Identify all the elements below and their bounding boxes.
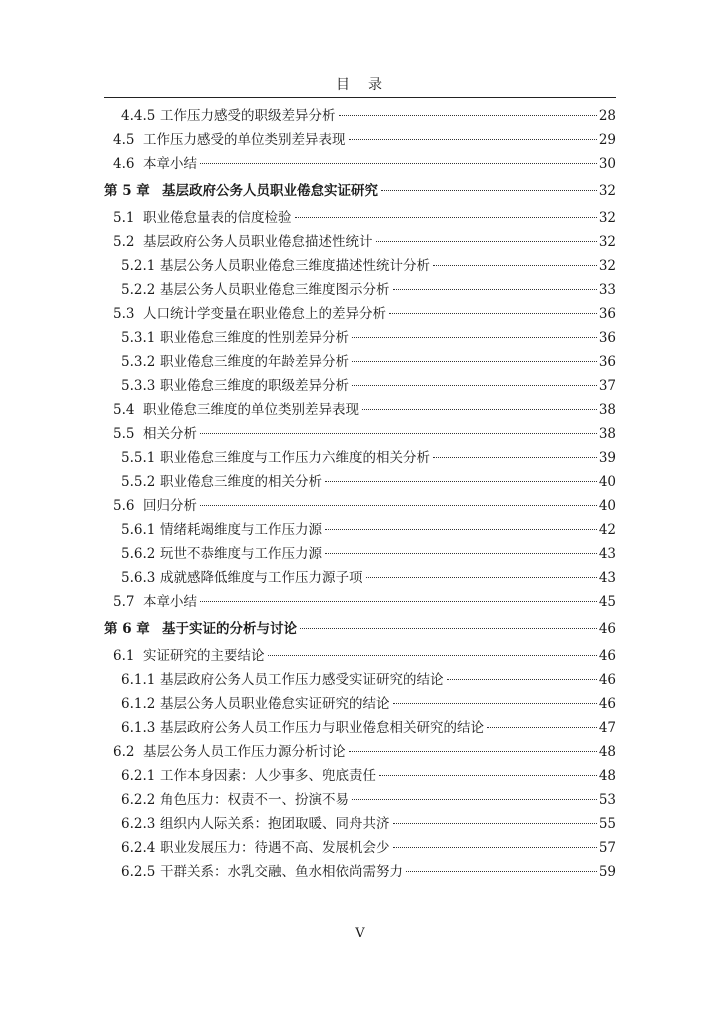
toc-entry-page: 57 — [598, 840, 616, 856]
dot-leader — [487, 727, 597, 728]
toc-entry[interactable] — [104, 230, 616, 254]
dot-leader — [366, 577, 597, 578]
toc-entry[interactable] — [104, 302, 616, 326]
toc-entry[interactable] — [104, 692, 616, 716]
toc-entry-title: 干群关系：水乳交融、鱼水相依尚需努力 — [160, 864, 403, 880]
toc-entry-title: 职业倦怠三维度的年龄差异分析 — [160, 354, 349, 370]
dot-leader — [352, 799, 597, 800]
toc-entry-number: 6.1 — [113, 648, 135, 664]
toc-entry-page: 53 — [598, 792, 616, 808]
toc-entry-number: 4.4.5 — [121, 108, 156, 124]
toc-entry-title: 角色压力：权责不一、扮演不易 — [160, 792, 349, 808]
toc-entry-number: 6.2 — [113, 744, 135, 760]
toc-entry-page: 46 — [598, 672, 616, 688]
toc-entry[interactable] — [104, 152, 616, 176]
toc-entry-number: 4.6 — [113, 156, 135, 172]
toc-entry-page: 38 — [598, 402, 616, 418]
dot-leader — [339, 115, 597, 116]
dot-leader — [389, 313, 597, 314]
toc-entry-page: 38 — [598, 426, 616, 442]
toc-entry-number: 6.2.1 — [121, 768, 156, 784]
toc-entry-number: 4.5 — [113, 132, 135, 148]
dot-leader — [393, 823, 597, 824]
toc-entry[interactable] — [104, 566, 616, 590]
toc-entry-number: 6.1.1 — [121, 672, 156, 688]
toc-entry[interactable] — [104, 860, 616, 884]
toc-entry-title: 工作压力感受的职级差异分析 — [160, 108, 336, 124]
toc-entry[interactable] — [104, 470, 616, 494]
toc-entry[interactable] — [104, 104, 616, 128]
toc-entry-title: 回归分析 — [143, 498, 197, 514]
page-header-title: 目 录 — [336, 77, 384, 93]
toc-entry[interactable] — [104, 494, 616, 518]
toc-entry-number: 6.2.4 — [121, 840, 156, 856]
toc-entry-number: 5.2.2 — [121, 282, 156, 298]
header-rule — [104, 97, 616, 98]
toc-entry[interactable] — [104, 206, 616, 230]
toc-entry-title: 玩世不恭维度与工作压力源 — [160, 546, 322, 562]
toc-entry-title: 基层公务人员职业倦怠实证研究的结论 — [160, 696, 390, 712]
toc-entry[interactable] — [104, 788, 616, 812]
dot-leader — [433, 457, 597, 458]
dot-leader — [200, 601, 597, 602]
toc-entry-number: 5.5.2 — [121, 474, 156, 490]
toc-entry-page: 48 — [598, 768, 616, 784]
dot-leader — [352, 385, 597, 386]
toc-entry-title: 职业倦怠三维度的相关分析 — [160, 474, 322, 490]
toc-entry-title: 相关分析 — [143, 426, 197, 442]
toc-entry-page: 36 — [598, 354, 616, 370]
toc-entry-title: 基层政府公务人员工作压力感受实证研究的结论 — [160, 672, 444, 688]
toc-entry-number: 6.1.2 — [121, 696, 156, 712]
toc-entry-number: 5.7 — [113, 594, 135, 610]
toc-entry[interactable] — [104, 278, 616, 302]
toc-entry-page: 45 — [598, 594, 616, 610]
dot-leader — [376, 241, 597, 242]
toc-entry[interactable] — [104, 812, 616, 836]
dot-leader — [433, 265, 597, 266]
toc-entry-page: 43 — [598, 570, 616, 586]
toc-entry-number: 5.6.3 — [121, 570, 156, 586]
toc-entry-number: 6.1.3 — [121, 720, 156, 736]
toc-entry-page: 46 — [598, 696, 616, 712]
toc-entry[interactable] — [104, 740, 616, 764]
toc-entry[interactable] — [104, 542, 616, 566]
table-of-contents — [104, 104, 616, 884]
toc-entry[interactable] — [104, 374, 616, 398]
dot-leader — [349, 751, 597, 752]
toc-entry[interactable] — [104, 422, 616, 446]
dot-leader — [268, 655, 597, 656]
dot-leader — [200, 433, 597, 434]
toc-entry-number: 5.3.1 — [121, 330, 156, 346]
toc-entry-number: 第 5 章 — [104, 183, 150, 199]
toc-entry-title: 实证研究的主要结论 — [143, 648, 265, 664]
toc-entry-page: 36 — [598, 330, 616, 346]
dot-leader — [200, 163, 597, 164]
toc-entry-title: 基层政府公务人员职业倦怠描述性统计 — [143, 234, 373, 250]
toc-entry-number: 6.2.3 — [121, 816, 156, 832]
toc-entry[interactable] — [104, 350, 616, 374]
toc-entry-title: 基层公务人员职业倦怠三维度描述性统计分析 — [160, 258, 430, 274]
toc-entry[interactable] — [104, 518, 616, 542]
toc-entry-title: 职业发展压力：待遇不高、发展机会少 — [160, 840, 390, 856]
page-number: V — [355, 926, 365, 941]
toc-entry-number: 5.4 — [113, 402, 135, 418]
toc-entry-page: 42 — [598, 522, 616, 538]
toc-entry-title: 职业倦怠三维度与工作压力六维度的相关分析 — [160, 450, 430, 466]
dot-leader — [325, 529, 597, 530]
dot-leader — [381, 190, 597, 191]
toc-entry-title: 成就感降低维度与工作压力源子项 — [160, 570, 363, 586]
toc-entry-page: 43 — [598, 546, 616, 562]
toc-entry[interactable] — [104, 668, 616, 692]
toc-entry-title: 工作本身因素：人少事多、兜底责任 — [160, 768, 376, 784]
toc-entry[interactable] — [104, 836, 616, 860]
toc-entry-page: 37 — [598, 378, 616, 394]
toc-entry-page: 36 — [598, 306, 616, 322]
toc-entry-number: 5.6.2 — [121, 546, 156, 562]
toc-entry-title: 本章小结 — [143, 594, 197, 610]
dot-leader — [379, 775, 597, 776]
toc-entry[interactable] — [104, 590, 616, 614]
toc-entry-title: 基层政府公务人员工作压力与职业倦怠相关研究的结论 — [160, 720, 484, 736]
toc-entry-page: 46 — [598, 621, 616, 637]
dot-leader — [393, 289, 597, 290]
toc-entry-page: 46 — [598, 648, 616, 664]
dot-leader — [300, 628, 597, 629]
dot-leader — [349, 139, 597, 140]
toc-entry-number: 5.3 — [113, 306, 135, 322]
toc-entry-page: 55 — [598, 816, 616, 832]
toc-entry-title: 人口统计学变量在职业倦怠上的差异分析 — [143, 306, 386, 322]
toc-entry-number: 5.3.2 — [121, 354, 156, 370]
toc-entry-title: 情绪耗竭维度与工作压力源 — [160, 522, 322, 538]
toc-entry-page: 32 — [598, 234, 616, 250]
toc-entry-page: 32 — [598, 258, 616, 274]
toc-entry-title: 基层公务人员职业倦怠三维度图示分析 — [160, 282, 390, 298]
dot-leader — [352, 337, 597, 338]
toc-entry-page: 48 — [598, 744, 616, 760]
toc-entry-number: 5.2.1 — [121, 258, 156, 274]
toc-entry[interactable] — [104, 764, 616, 788]
toc-entry-title: 职业倦怠三维度的职级差异分析 — [160, 378, 349, 394]
toc-entry-title: 本章小结 — [143, 156, 197, 172]
toc-entry-title: 职业倦怠量表的信度检验 — [143, 210, 292, 226]
toc-entry[interactable] — [104, 179, 616, 203]
toc-entry-title: 基于实证的分析与讨论 — [162, 621, 297, 637]
toc-entry-page: 47 — [598, 720, 616, 736]
toc-entry-page: 30 — [598, 156, 616, 172]
toc-entry-page: 40 — [598, 474, 616, 490]
toc-entry-number: 5.5.1 — [121, 450, 156, 466]
toc-entry-number: 5.1 — [113, 210, 135, 226]
toc-entry-page: 40 — [598, 498, 616, 514]
toc-entry-number: 第 6 章 — [104, 621, 150, 637]
dot-leader — [352, 361, 597, 362]
toc-entry-page: 29 — [598, 132, 616, 148]
dot-leader — [325, 481, 597, 482]
toc-entry-title: 基层公务人员工作压力源分析讨论 — [143, 744, 346, 760]
toc-entry-title: 职业倦怠三维度的单位类别差异表现 — [143, 402, 359, 418]
toc-entry[interactable] — [104, 128, 616, 152]
dot-leader — [406, 871, 597, 872]
dot-leader — [393, 847, 597, 848]
toc-entry-title: 基层政府公务人员职业倦怠实证研究 — [162, 183, 378, 199]
toc-entry[interactable] — [104, 446, 616, 470]
toc-entry[interactable] — [104, 398, 616, 422]
dot-leader — [200, 505, 597, 506]
dot-leader — [447, 679, 597, 680]
toc-entry-number: 5.6.1 — [121, 522, 156, 538]
toc-entry-title: 职业倦怠三维度的性别差异分析 — [160, 330, 349, 346]
dot-leader — [362, 409, 597, 410]
toc-entry-page: 59 — [598, 864, 616, 880]
toc-entry-page: 32 — [598, 183, 616, 199]
toc-entry-title: 组织内人际关系：抱团取暖、同舟共济 — [160, 816, 390, 832]
toc-entry-number: 5.6 — [113, 498, 135, 514]
dot-leader — [393, 703, 597, 704]
dot-leader — [295, 217, 597, 218]
dot-leader — [325, 553, 597, 554]
toc-entry-number: 6.2.5 — [121, 864, 156, 880]
toc-entry-number: 5.3.3 — [121, 378, 156, 394]
toc-entry-page: 28 — [598, 108, 616, 124]
toc-entry-number: 5.2 — [113, 234, 135, 250]
toc-entry-number: 6.2.2 — [121, 792, 156, 808]
toc-entry[interactable] — [104, 716, 616, 740]
toc-entry-page: 32 — [598, 210, 616, 226]
toc-entry[interactable] — [104, 326, 616, 350]
toc-entry[interactable] — [104, 254, 616, 278]
toc-entry-title: 工作压力感受的单位类别差异表现 — [143, 132, 346, 148]
toc-entry-page: 39 — [598, 450, 616, 466]
toc-entry-number: 5.5 — [113, 426, 135, 442]
toc-entry[interactable] — [104, 617, 616, 641]
toc-entry-page: 33 — [598, 282, 616, 298]
toc-entry[interactable] — [104, 644, 616, 668]
